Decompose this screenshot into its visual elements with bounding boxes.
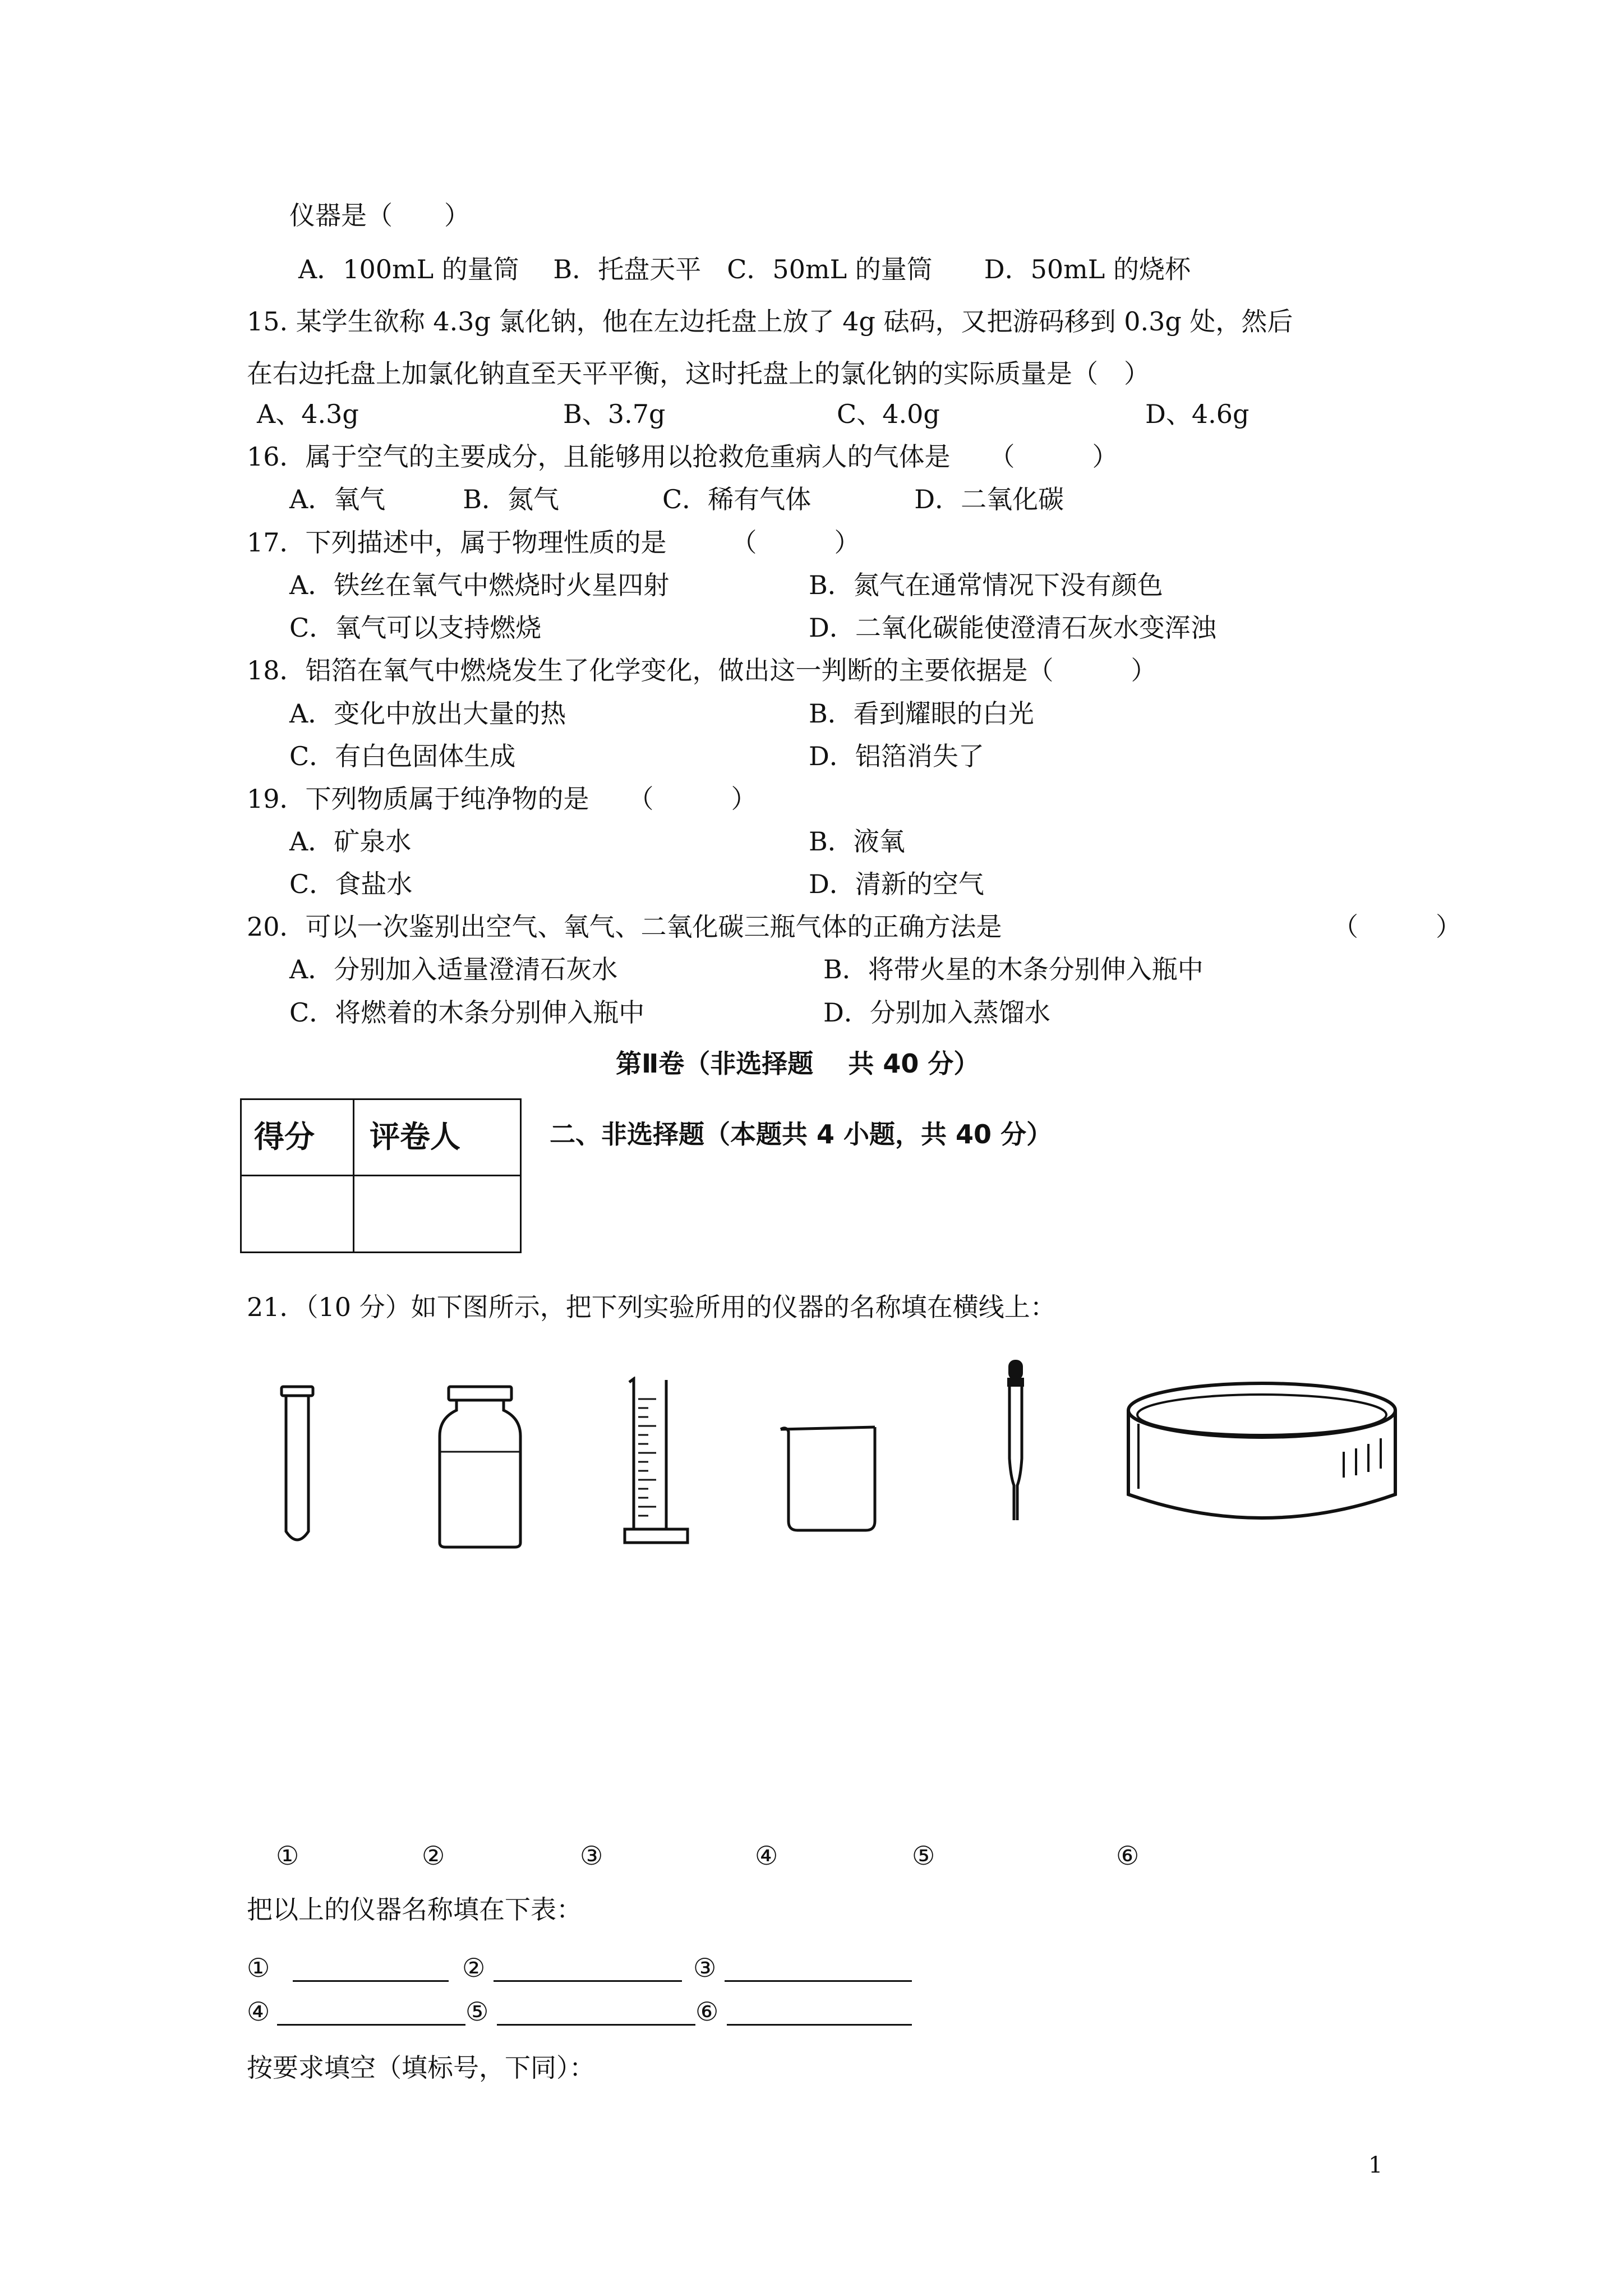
q19-option-d: D．清新的空气 — [809, 869, 984, 899]
answer-blank-5[interactable] — [497, 2024, 695, 2026]
q14-stem-tail: 仪器是（ ） — [289, 200, 470, 231]
answer-blank-4[interactable] — [277, 2024, 465, 2026]
q15-stem-line1: 15. 某学生欲称 4.3g 氯化钠，他在左边托盘上放了 4g 砝码，又把游码移到 0.3g 处，然后 — [247, 306, 1293, 337]
score-table-row-divider — [242, 1175, 520, 1176]
q18-option-b: B．看到耀眼的白光 — [809, 698, 1034, 729]
q15-option-d: D、4.6g — [1145, 399, 1249, 429]
blank-label-3: ③ — [693, 1953, 717, 1983]
q20-answer-paren: （ ） — [1332, 912, 1461, 942]
q20-option-d: D．分别加入蒸馏水 — [823, 997, 1050, 1028]
part2-title: 第Ⅱ卷（非选择题 共 40 分） — [616, 1048, 980, 1079]
trough-icon — [1122, 1379, 1402, 1527]
blank-label-2: ② — [462, 1953, 486, 1983]
q17-option-b: B．氮气在通常情况下没有颜色 — [809, 570, 1163, 600]
answer-blank-1[interactable] — [293, 1980, 449, 1982]
q15-option-a: A、4.3g — [257, 399, 359, 429]
dropper-icon — [998, 1358, 1032, 1526]
q19-option-a: A．矿泉水 — [289, 826, 412, 857]
apparatus-label-3: ③ — [580, 1841, 603, 1871]
answer-blank-6[interactable] — [727, 2024, 912, 2026]
q16-stem: 16．属于空气的主要成分，且能够用以抢救危重病人的气体是 （ ） — [247, 441, 1118, 472]
score-table — [240, 1098, 522, 1253]
q19-stem: 19．下列物质属于纯净物的是 （ ） — [247, 784, 757, 814]
q17-option-a: A．铁丝在氧气中燃烧时火星四射 — [289, 570, 670, 600]
apparatus-label-1: ① — [276, 1841, 299, 1871]
score-header: 得分 — [254, 1119, 315, 1154]
q20-option-b: B．将带火星的木条分别伸入瓶中 — [823, 954, 1204, 984]
q18-option-a: A．变化中放出大量的热 — [289, 698, 566, 729]
q18-option-c: C．有白色固体生成 — [289, 741, 516, 771]
q21-fill-instruction: 把以上的仪器名称填在下表： — [247, 1894, 582, 1925]
blank-label-1: ① — [247, 1953, 270, 1983]
q18-option-d: D．铝箔消失了 — [809, 741, 984, 771]
blank-label-4: ④ — [247, 1996, 270, 2027]
apparatus-label-2: ② — [422, 1841, 445, 1871]
q18-stem: 18．铝箔在氧气中燃烧发生了化学变化，做出这一判断的主要依据是（ ） — [247, 655, 1157, 685]
q17-stem: 17．下列描述中，属于物理性质的是 （ ） — [247, 527, 860, 558]
reagent-bottle-icon — [436, 1384, 526, 1550]
q20-option-a: A．分别加入适量澄清石灰水 — [289, 954, 618, 984]
test-tube-icon — [276, 1384, 321, 1550]
page-number: 1 — [1368, 2152, 1383, 2178]
blank-label-5: ⑤ — [465, 1996, 489, 2027]
q15-option-b: B、3.7g — [563, 399, 666, 429]
apparatus-label-6: ⑥ — [1116, 1841, 1140, 1871]
graduated-cylinder-icon — [621, 1377, 694, 1550]
q19-option-c: C．食盐水 — [289, 869, 413, 899]
q21-stem: 21．（10 分）如下图所示，把下列实验所用的仪器的名称填在横线上： — [247, 1292, 1056, 1322]
apparatus-label-5: ⑤ — [912, 1841, 935, 1871]
q15-stem-line2: 在右边托盘上加氯化钠直至天平平衡，这时托盘上的氯化钠的实际质量是（ ） — [247, 358, 1150, 389]
apparatus-label-4: ④ — [755, 1841, 778, 1871]
q20-stem: 20．可以一次鉴别出空气、氧气、二氧化碳三瓶气体的正确方法是 — [247, 912, 1002, 942]
q16-options: A．氧气 B．氮气 C．稀有气体 D．二氧化碳 — [289, 484, 1064, 514]
blank-label-6: ⑥ — [695, 1996, 719, 2027]
q15-option-c: C、4.0g — [837, 399, 940, 429]
answer-blank-3[interactable] — [725, 1980, 912, 1982]
q17-option-d: D．二氧化碳能使澄清石灰水变浑浊 — [809, 613, 1216, 643]
q17-option-c: C．氧气可以支持燃烧 — [289, 613, 542, 643]
beaker-icon — [778, 1424, 885, 1534]
answer-blank-2[interactable] — [494, 1980, 682, 1982]
q21-requirement: 按要求填空（填标号，下同）： — [247, 2053, 595, 2083]
grader-header: 评卷人 — [370, 1119, 460, 1154]
q14-options: A．100mL 的量筒 B．托盘天平 C．50mL 的量筒 D．50mL 的烧杯 — [298, 254, 1191, 284]
q20-option-c: C．将燃着的木条分别伸入瓶中 — [289, 997, 645, 1028]
q19-option-b: B．液氧 — [809, 826, 905, 857]
section2-heading: 二、非选择题（本题共 4 小题，共 40 分） — [550, 1119, 1053, 1149]
